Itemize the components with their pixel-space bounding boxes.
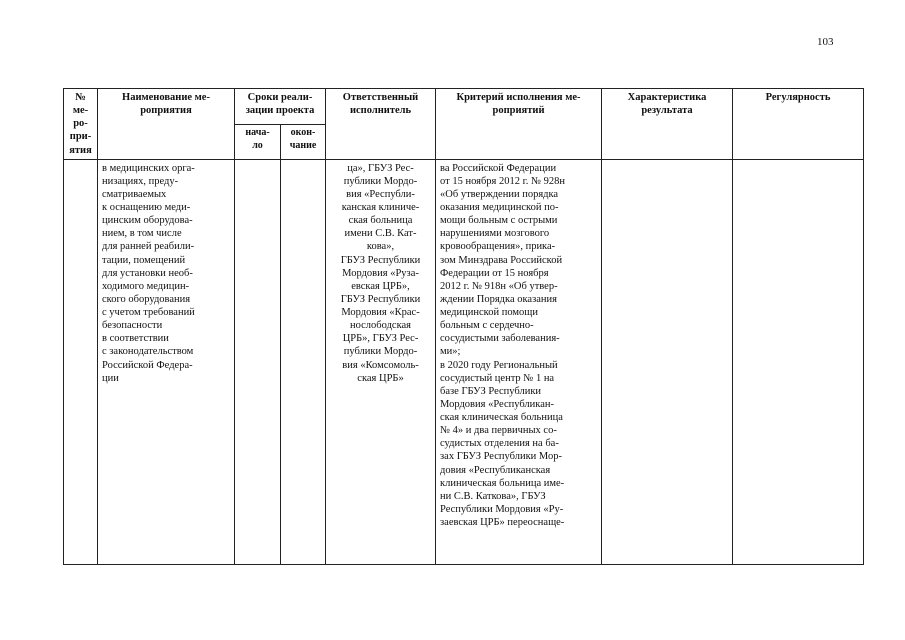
- header-row: [64, 89, 864, 125]
- table-row: [64, 159, 864, 564]
- cell-name: в медицинских орга- низациях, преду- сматриваемых к оснащению меди- цинским оборудова- нием, в том числе для ранней реабили- тации, помещений для установки необ- ходимого медицин- ского оборудования с учетом требований безопасности в соответствии с законодательством Российской Федера- ции: [98, 159, 235, 564]
- cell-start: [235, 159, 281, 564]
- header-name: Наименование ме- роприятия: [98, 89, 235, 160]
- header-characteristic: Характеристика результата: [602, 89, 733, 160]
- cell-regularity: [733, 159, 864, 564]
- header-end: окон- чание: [281, 125, 326, 160]
- page-number: 103: [817, 36, 834, 48]
- cell-characteristic: [602, 159, 733, 564]
- measures-table: [63, 88, 864, 565]
- cell-number: [64, 159, 98, 564]
- cell-criterion: ва Российской Федерации от 15 ноября 2012 г. № 928н «Об утверждении порядка оказания медицинской по- мощи больным с острыми нарушениями мозгового кровообращения», прика- зом Минздрава Российской Федерации от 15 ноября 2012 г. № 918н «Об утвер- ждении Порядка оказания медицинской помощи больным с сердечно- сосудистыми заболевания- ми»; в 2020 году Региональный сосудистый центр № 1 на базе ГБУЗ Республики Мордовия «Республикан- ская клиническая больница № 4» и два первичных со- судистых отделения на ба- зах ГБУЗ Республики Мор- довия «Республиканская клиническая больница име- ни С.В. Каткова», ГБУЗ Республики Мордовия «Ру- заевская ЦРБ» переоснаще-: [436, 159, 602, 564]
- header-number: № ме- ро- при- ятия: [64, 89, 98, 160]
- header-start: нача- ло: [235, 125, 281, 160]
- header-criterion: Критерий исполнения ме- роприятий: [436, 89, 602, 160]
- header-regularity: Регулярность: [733, 89, 864, 160]
- cell-end: [281, 159, 326, 564]
- header-responsible: Ответственный исполнитель: [326, 89, 436, 160]
- cell-responsible: ца», ГБУЗ Рес- публики Мордо- вия «Республи- канская клиниче- ская больница имени С.В. Кат- кова», ГБУЗ Республики Мордовия «Руза- евская ЦРБ», ГБУЗ Республики Мордовия «Крас- нослободская ЦРБ», ГБУЗ Рес- публики Мордо- вия «Комсомоль- ская ЦРБ»: [326, 159, 436, 564]
- header-terms: Сроки реали- зации проекта: [235, 89, 326, 125]
